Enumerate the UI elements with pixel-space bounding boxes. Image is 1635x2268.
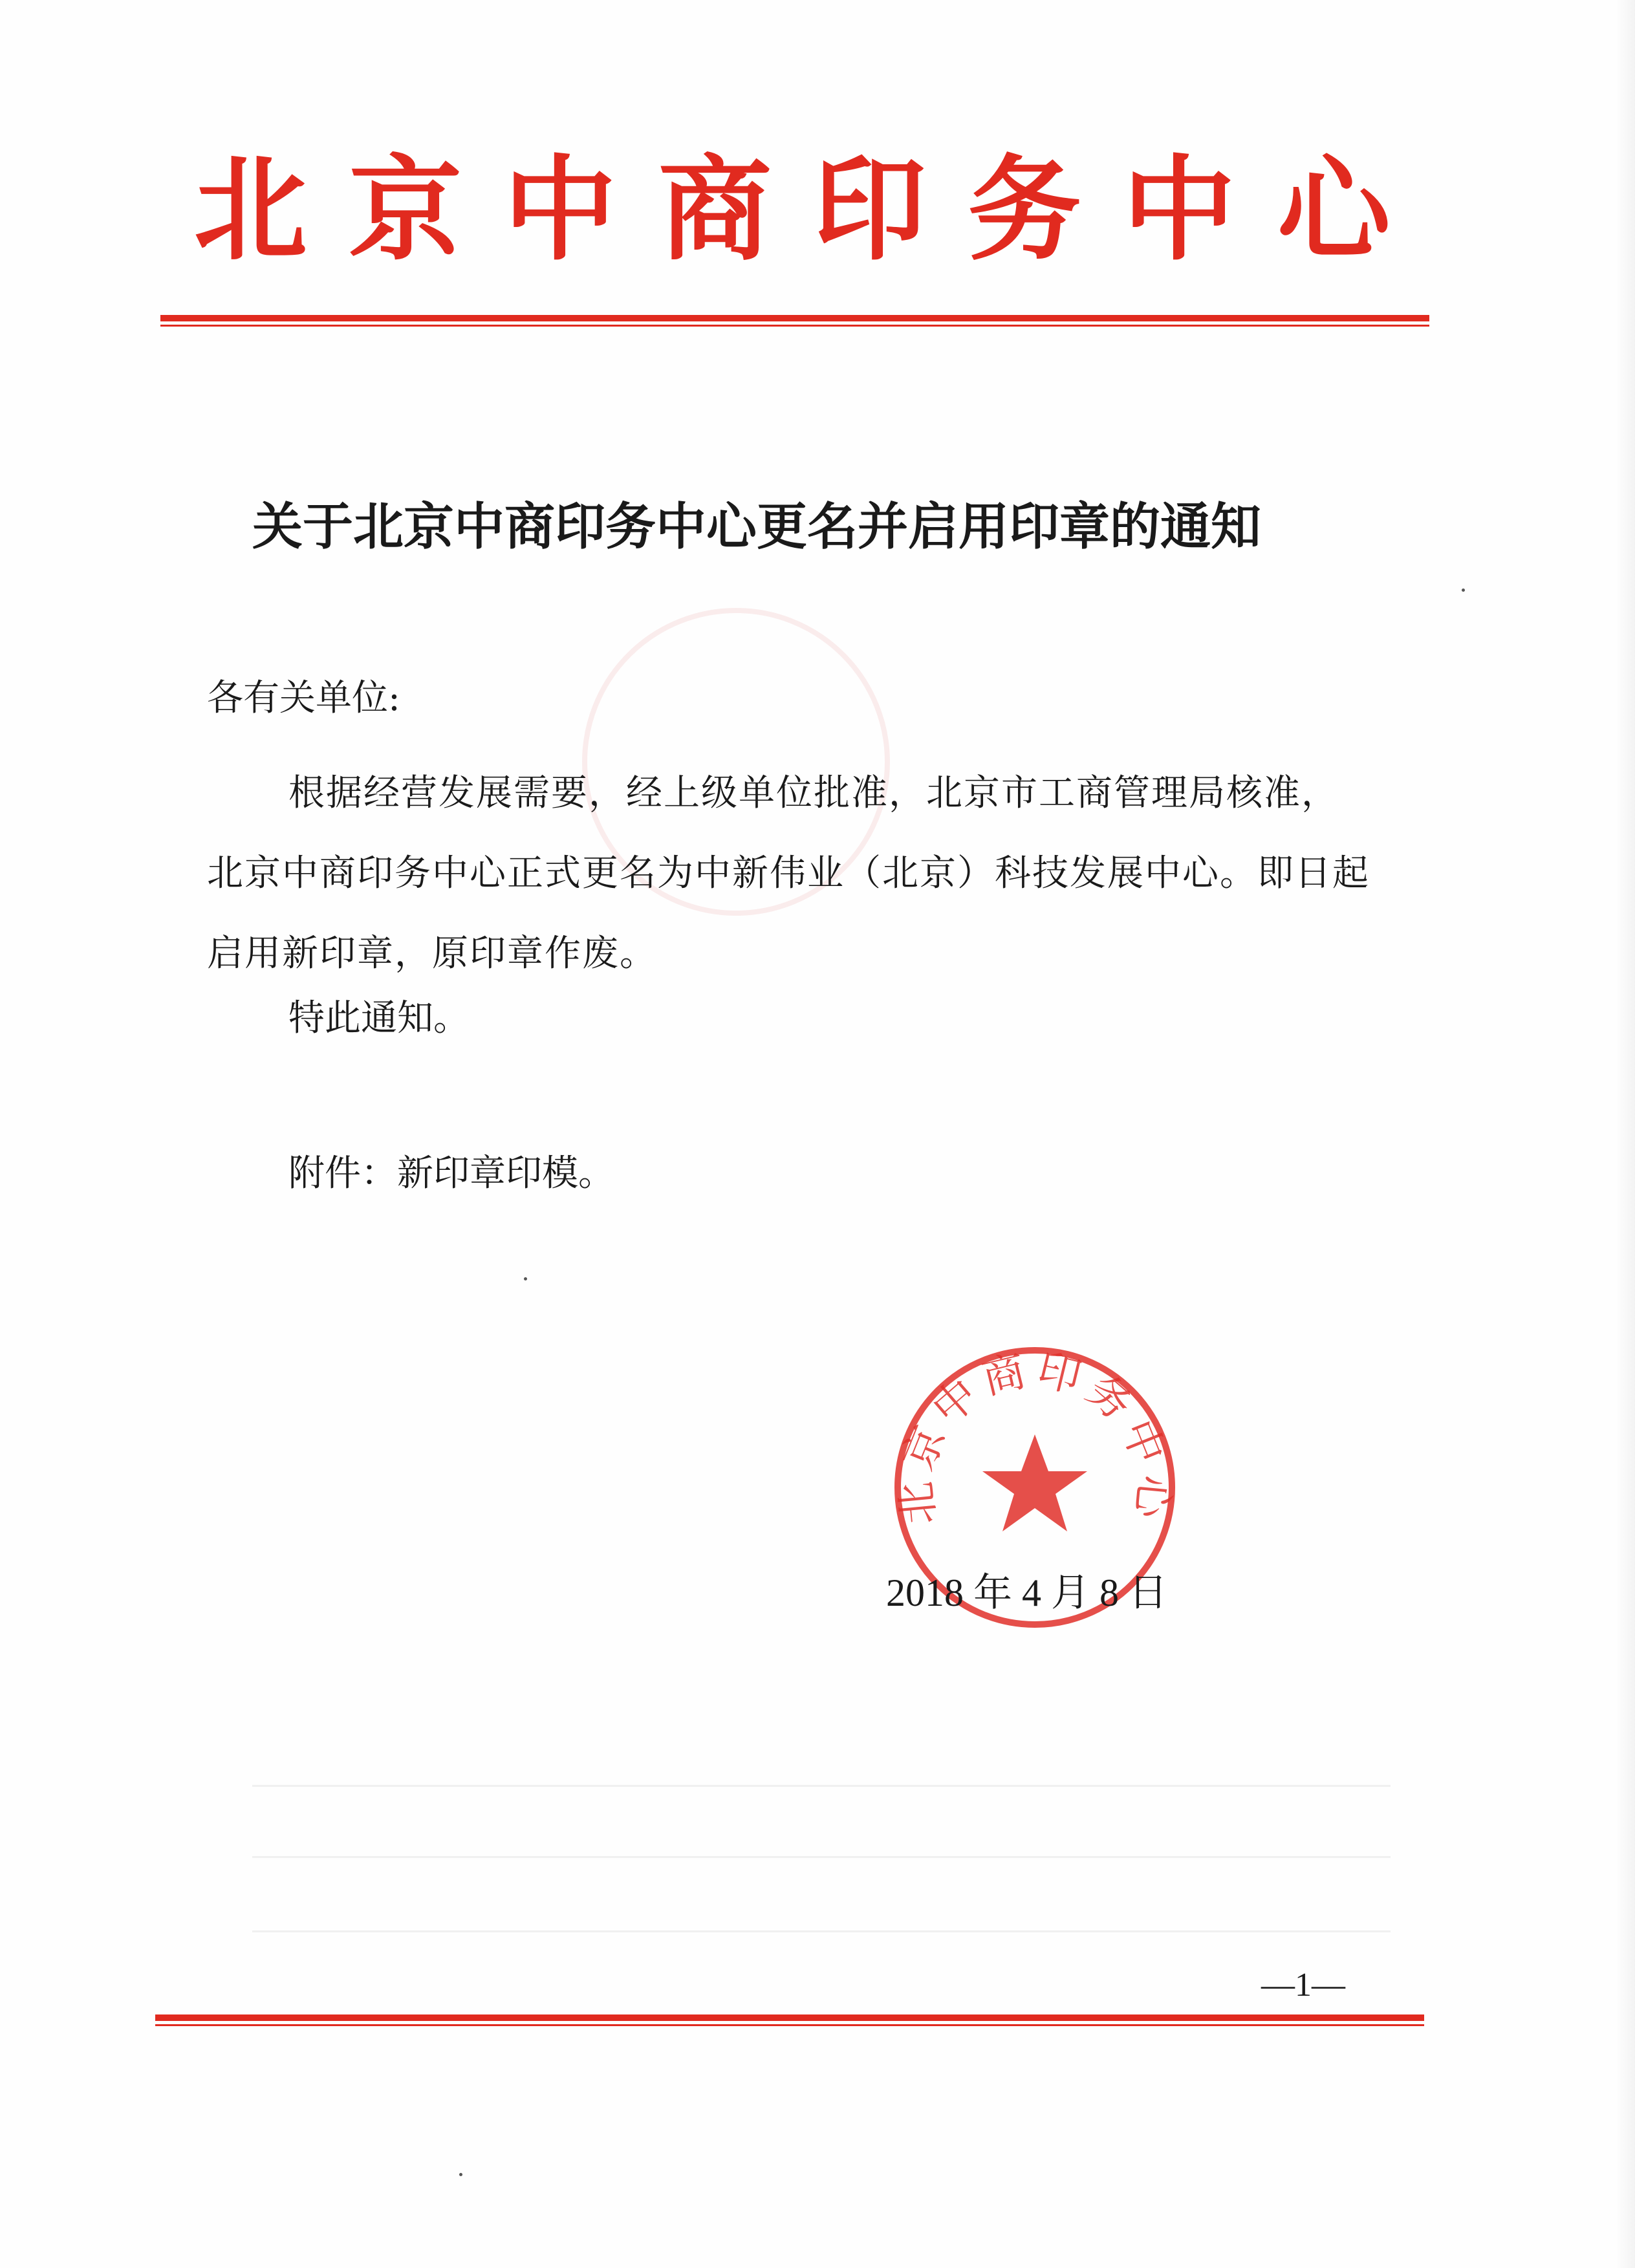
scan-edge-shadow [1616, 0, 1635, 2268]
scan-speck [524, 1277, 527, 1280]
scan-speck [1462, 589, 1465, 592]
body-paragraph: 根据经营发展需要，经上级单位批准，北京市工商管理局核准，北京中商印务中心正式更名为中新伟业（北京）科技发展中心。即日起启用新印章，原印章作废。 [207, 772, 1370, 975]
letterhead-char: 北 [194, 144, 307, 276]
show-through-rule [252, 1785, 1391, 1787]
page-number: —1— [1261, 1967, 1345, 2003]
letterhead-divider [160, 315, 1429, 327]
closing-line: 特此通知。 [288, 997, 470, 1039]
signature-date: 2018 年 4 月 8 日 [886, 1571, 1167, 1614]
letterhead-char: 京 [349, 144, 462, 276]
letterhead-char: 中 [503, 144, 617, 276]
letterhead-title [194, 139, 1391, 281]
letterhead-char: 心 [1277, 144, 1391, 276]
scan-speck [459, 2173, 462, 2176]
letterhead-char: 印 [813, 144, 927, 276]
seal-star-icon [982, 1434, 1087, 1531]
document-title: 关于北京中商印务中心更名并启用印章的通知 [252, 497, 1262, 556]
salutation: 各有关单位: [207, 677, 400, 719]
show-through-rule [252, 1930, 1391, 1932]
seal-text: 北京中商印务中心 [890, 1344, 1180, 1527]
footer-divider [155, 2014, 1424, 2026]
show-through-rule [252, 1856, 1391, 1858]
letterhead-char: 务 [968, 144, 1081, 276]
letterhead-char: 中 [1122, 144, 1236, 276]
attachment-line: 附件：新印章印模。 [288, 1152, 614, 1194]
letterhead-char: 商 [658, 144, 772, 276]
